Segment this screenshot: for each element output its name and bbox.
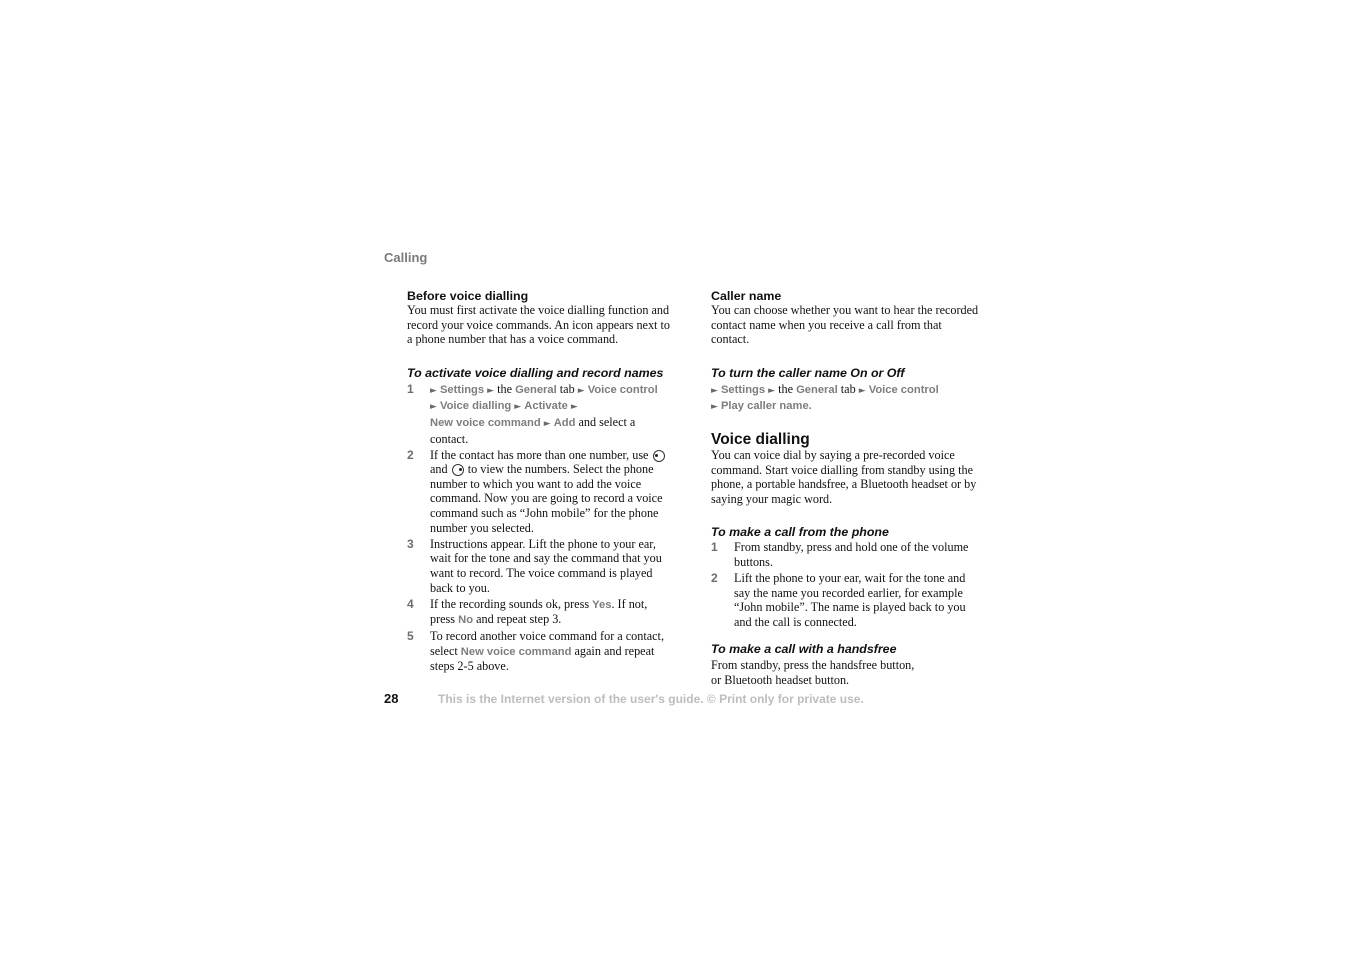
arrow-icon: ► [543, 418, 551, 429]
arrow-icon: ► [768, 385, 776, 396]
menu-voice-control: Voice control [587, 383, 658, 396]
step-text: To record another voice command for a contact, select [430, 629, 664, 658]
activate-step-3 [407, 537, 675, 595]
text-the: the [494, 381, 516, 396]
step-text: Instructions appear. Lift the phone to your ear, wait for the tone and say the command that you want to record. The voice command is played back to you. [430, 536, 662, 595]
text-the: the [775, 381, 797, 396]
step-text: again and repeat steps 2-5 above. [430, 643, 655, 674]
left-column [407, 289, 675, 676]
step-text: From standby, press and hold one of the volume buttons. [734, 540, 969, 569]
activate-step-4 [407, 597, 675, 628]
menu-activate: Activate [524, 400, 568, 413]
step-text: . If not, press [430, 596, 648, 627]
menu-add: Add [553, 416, 576, 429]
arrow-icon: ► [487, 385, 495, 396]
step-text: If the recording sounds ok, press [430, 596, 593, 611]
arrow-icon: ► [711, 385, 718, 396]
step-number: 2 [407, 447, 414, 462]
text-select-contact: and select a contact. [430, 414, 636, 446]
step-number: 2 [711, 571, 718, 586]
arrow-icon: ► [430, 402, 437, 413]
menu-yes: Yes [592, 598, 612, 611]
navigation-key-right-icon [452, 464, 464, 476]
arrow-icon: ► [430, 385, 437, 396]
menu-play-caller-name: Play caller name [720, 400, 809, 413]
menu-settings: Settings [720, 383, 766, 396]
call-with-handsfree-heading: To make a call with a handsfree [711, 641, 897, 656]
step-text: Lift the phone to your ear, wait for the tone and say the name you recorded earlier, for example “John mobile”. The name is played back to you and the call is connected. [734, 571, 966, 629]
before-voice-dialling-heading: Before voice dialling [407, 289, 529, 303]
call-from-phone-heading: To make a call from the phone [711, 525, 889, 540]
right-column [711, 289, 979, 687]
arrow-icon: ► [577, 385, 585, 396]
turn-caller-name-path [711, 382, 979, 415]
menu-general: General [515, 383, 557, 396]
arrow-icon: ► [711, 402, 718, 413]
step-text: to view the numbers. Select the phone number to which you want to add the voice command. Now you are going to record a voice command such as “John mobile” for the phone number you selected. [430, 462, 663, 535]
step-number: 1 [711, 540, 718, 555]
menu-period: . [808, 400, 812, 413]
activate-step-2 [407, 448, 675, 536]
navigation-key-left-icon [653, 450, 665, 462]
running-header: Calling [384, 250, 428, 265]
voice-dialling-heading: Voice dialling [711, 430, 810, 448]
text-tab: tab [837, 381, 859, 396]
menu-voice-control: Voice control [868, 383, 939, 396]
step-text: and [430, 462, 448, 477]
caller-name-heading: Caller name [711, 289, 782, 303]
menu-voice-dialling: Voice dialling [439, 400, 512, 413]
text-tab: tab [556, 381, 578, 396]
step-number: 5 [407, 629, 414, 644]
handsfree-line-2: or Bluetooth headset button. [711, 672, 850, 687]
page-number: 28 [384, 691, 399, 706]
voice-dialling-body: You can voice dial by saying a pre-recorded voice command. Start voice dialling from standby using the phone, a portable handsfree, a Bluetooth headset or by saying your magic word. [711, 447, 977, 506]
step-number: 1 [407, 381, 414, 396]
activate-voice-dialling-heading: To activate voice dialling and record names [407, 365, 664, 380]
step-number: 3 [407, 536, 414, 551]
footer-note: This is the Internet version of the user's guide. © Print only for private use. [438, 692, 864, 706]
arrow-icon: ► [858, 385, 866, 396]
menu-no: No [458, 614, 474, 627]
handsfree-line-1: From standby, press the handsfree button, [711, 657, 915, 672]
step-text: and repeat step 3. [473, 612, 562, 627]
before-voice-dialling-body: You must first activate the voice dialling function and record your voice commands. An icon appears next to a phone number that has a voice command. [407, 303, 670, 347]
step-text: If the contact has more than one number, use [430, 447, 649, 462]
menu-general: General [796, 383, 838, 396]
caller-name-body: You can choose whether you want to hear the recorded contact name when you receive a call from that contact. [711, 303, 979, 347]
call-step-2 [711, 571, 979, 629]
arrow-icon: ► [514, 402, 522, 413]
step-number: 4 [407, 596, 414, 611]
activate-step-1 [407, 382, 675, 446]
menu-settings: Settings [439, 383, 485, 396]
handsfree-body [711, 658, 979, 687]
menu-new-voice-command: New voice command [460, 645, 572, 658]
menu-new-voice-command: New voice command [430, 416, 541, 429]
arrow-icon: ► [570, 402, 578, 413]
call-step-1 [711, 540, 979, 569]
turn-caller-name-heading: To turn the caller name On or Off [711, 365, 905, 380]
activate-step-5 [407, 629, 675, 674]
